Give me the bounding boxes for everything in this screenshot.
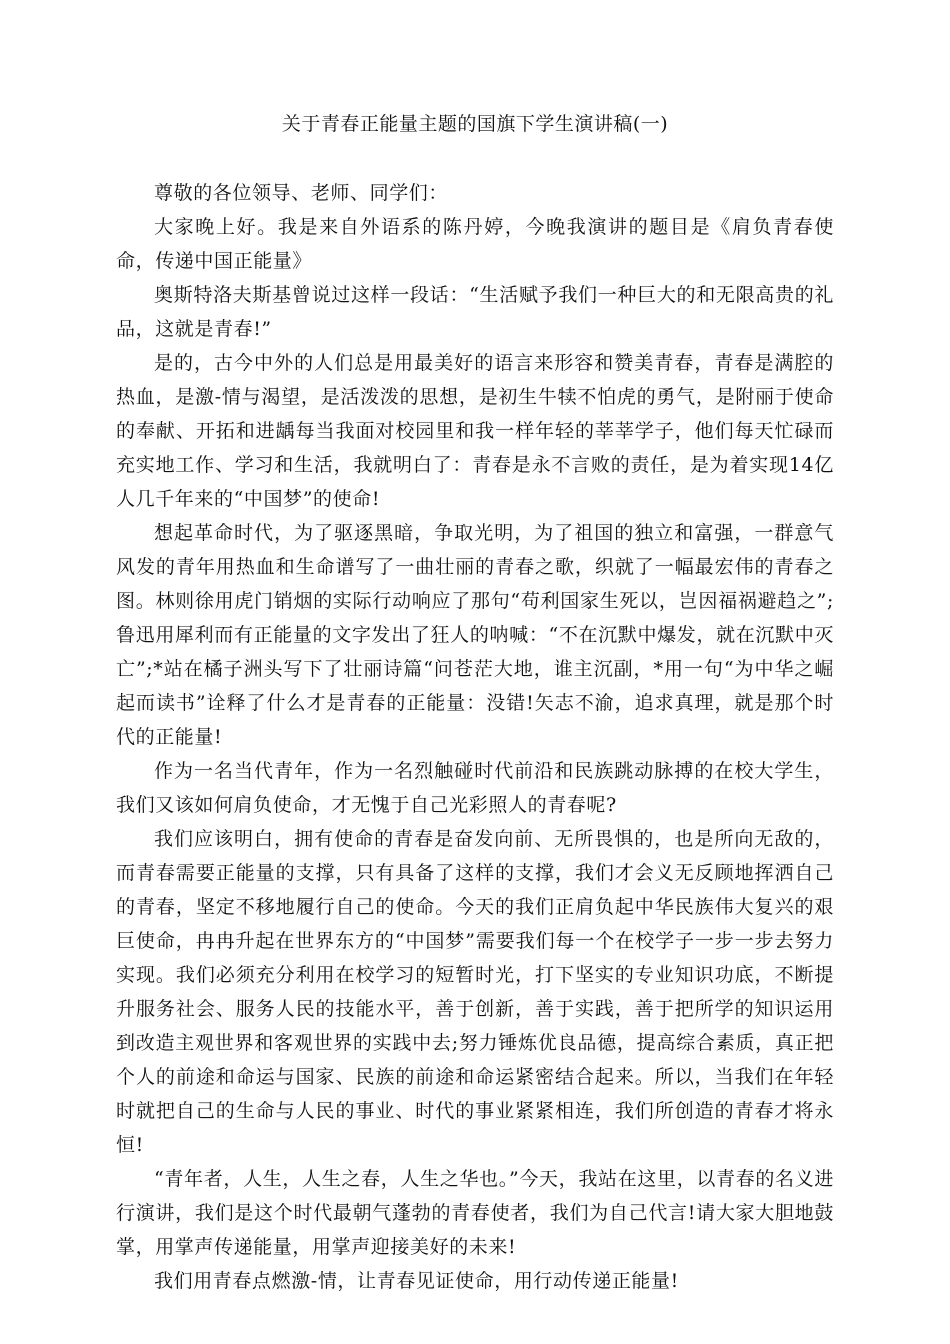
paragraph-youth-praise: 是的，古今中外的人们总是用最美好的语言来形容和赞美青春，青春是满腔的热血，是激-情与渴望，是活泼泼的思想，是初生牛犊不怕虎的勇气，是附丽于使命的奉献、开拓和进龋每当我面对校园里和我一样年轻的莘莘学子，他们每天忙碌而充实地工作、学习和生活，我就明白了：青春是永不言败的责任，是为着实现14亿人几千年来的“中国梦”的使命! [116, 352, 834, 510]
paragraph-final: 我们用青春点燃激-情，让青春见证使命，用行动传递正能量! [154, 1270, 679, 1292]
paragraph-closing: “青年者，人生，人生之春，人生之华也。”今天，我站在这里，以青春的名义进行演讲，我们是这个时代最朝气蓬勃的青春使者，我们为自己代言!请大家大胆地鼓掌，用掌声传递能量，用掌声迎接美好的未来! [116, 1168, 834, 1258]
document-title: 关于青春正能量主题的国旗下学生演讲稿(一) [281, 113, 669, 135]
document-page [116, 110, 834, 1298]
paragraph-revolution-era: 想起革命时代，为了驱逐黑暗，争取光明，为了祖国的独立和富强，一群意气风发的青年用热血和生命谱写了一曲壮丽的青春之歌，织就了一幅最宏伟的青春之图。林则徐用虎门销烟的实际行动响应了那句“苟利国家生死以，岂因福祸避趋之”;鲁迅用犀利而有正能量的文字发出了狂人的呐喊：“不在沉默中爆发，就在沉默中灭亡”;*站在橘子洲头写下了壮丽诗篇“问苍茫大地，谁主沉副，*用一句“为中华之崛起而读书”诠释了什么才是青春的正能量：没错!矢志不渝，追求真理，就是那个时代的正能量! [116, 522, 834, 748]
paragraph-salutation: 尊敬的各位领导、老师、同学们： [154, 182, 449, 204]
paragraph-question: 作为一名当代青年，作为一名烈触碰时代前沿和民族跳动脉搏的在校大学生，我们又该如何肩负使命，才无愧于自己光彩照人的青春呢? [116, 760, 834, 816]
paragraph-introduction: 大家晚上好。我是来自外语系的陈丹婷，今晚我演讲的题目是《肩负青春使命，传递中国正能量》 [116, 216, 834, 272]
paragraph-quote: 奥斯特洛夫斯基曾说过这样一段话：“生活赋予我们一种巨大的和无限高贵的礼品，这就是青春!” [116, 284, 834, 340]
paragraph-mission: 我们应该明白，拥有使命的青春是奋发向前、无所畏惧的，也是所向无敌的，而青春需要正能量的支撑，只有具备了这样的支撑，我们才会义无反顾地挥洒自己的青春，坚定不移地履行自己的使命。今天的我们正肩负起中华民族伟大复兴的艰巨使命，冉冉升起在世界东方的“中国梦”需要我们每一个在校学子一步一步去努力实现。我们必须充分利用在校学习的短暂时光，打下坚实的专业知识功底，不断提升服务社会、服务人民的技能水平，善于创新，善于实践，善于把所学的知识运用到改造主观世界和客观世界的实践中去;努力锤炼优良品德，提高综合素质，真正把个人的前途和命运与国家、民族的前途和命运紧密结合起来。所以，当我们在年轻时就把自己的生命与人民的事业、时代的事业紧紧相连，我们所创造的青春才将永恒! [116, 828, 834, 1156]
